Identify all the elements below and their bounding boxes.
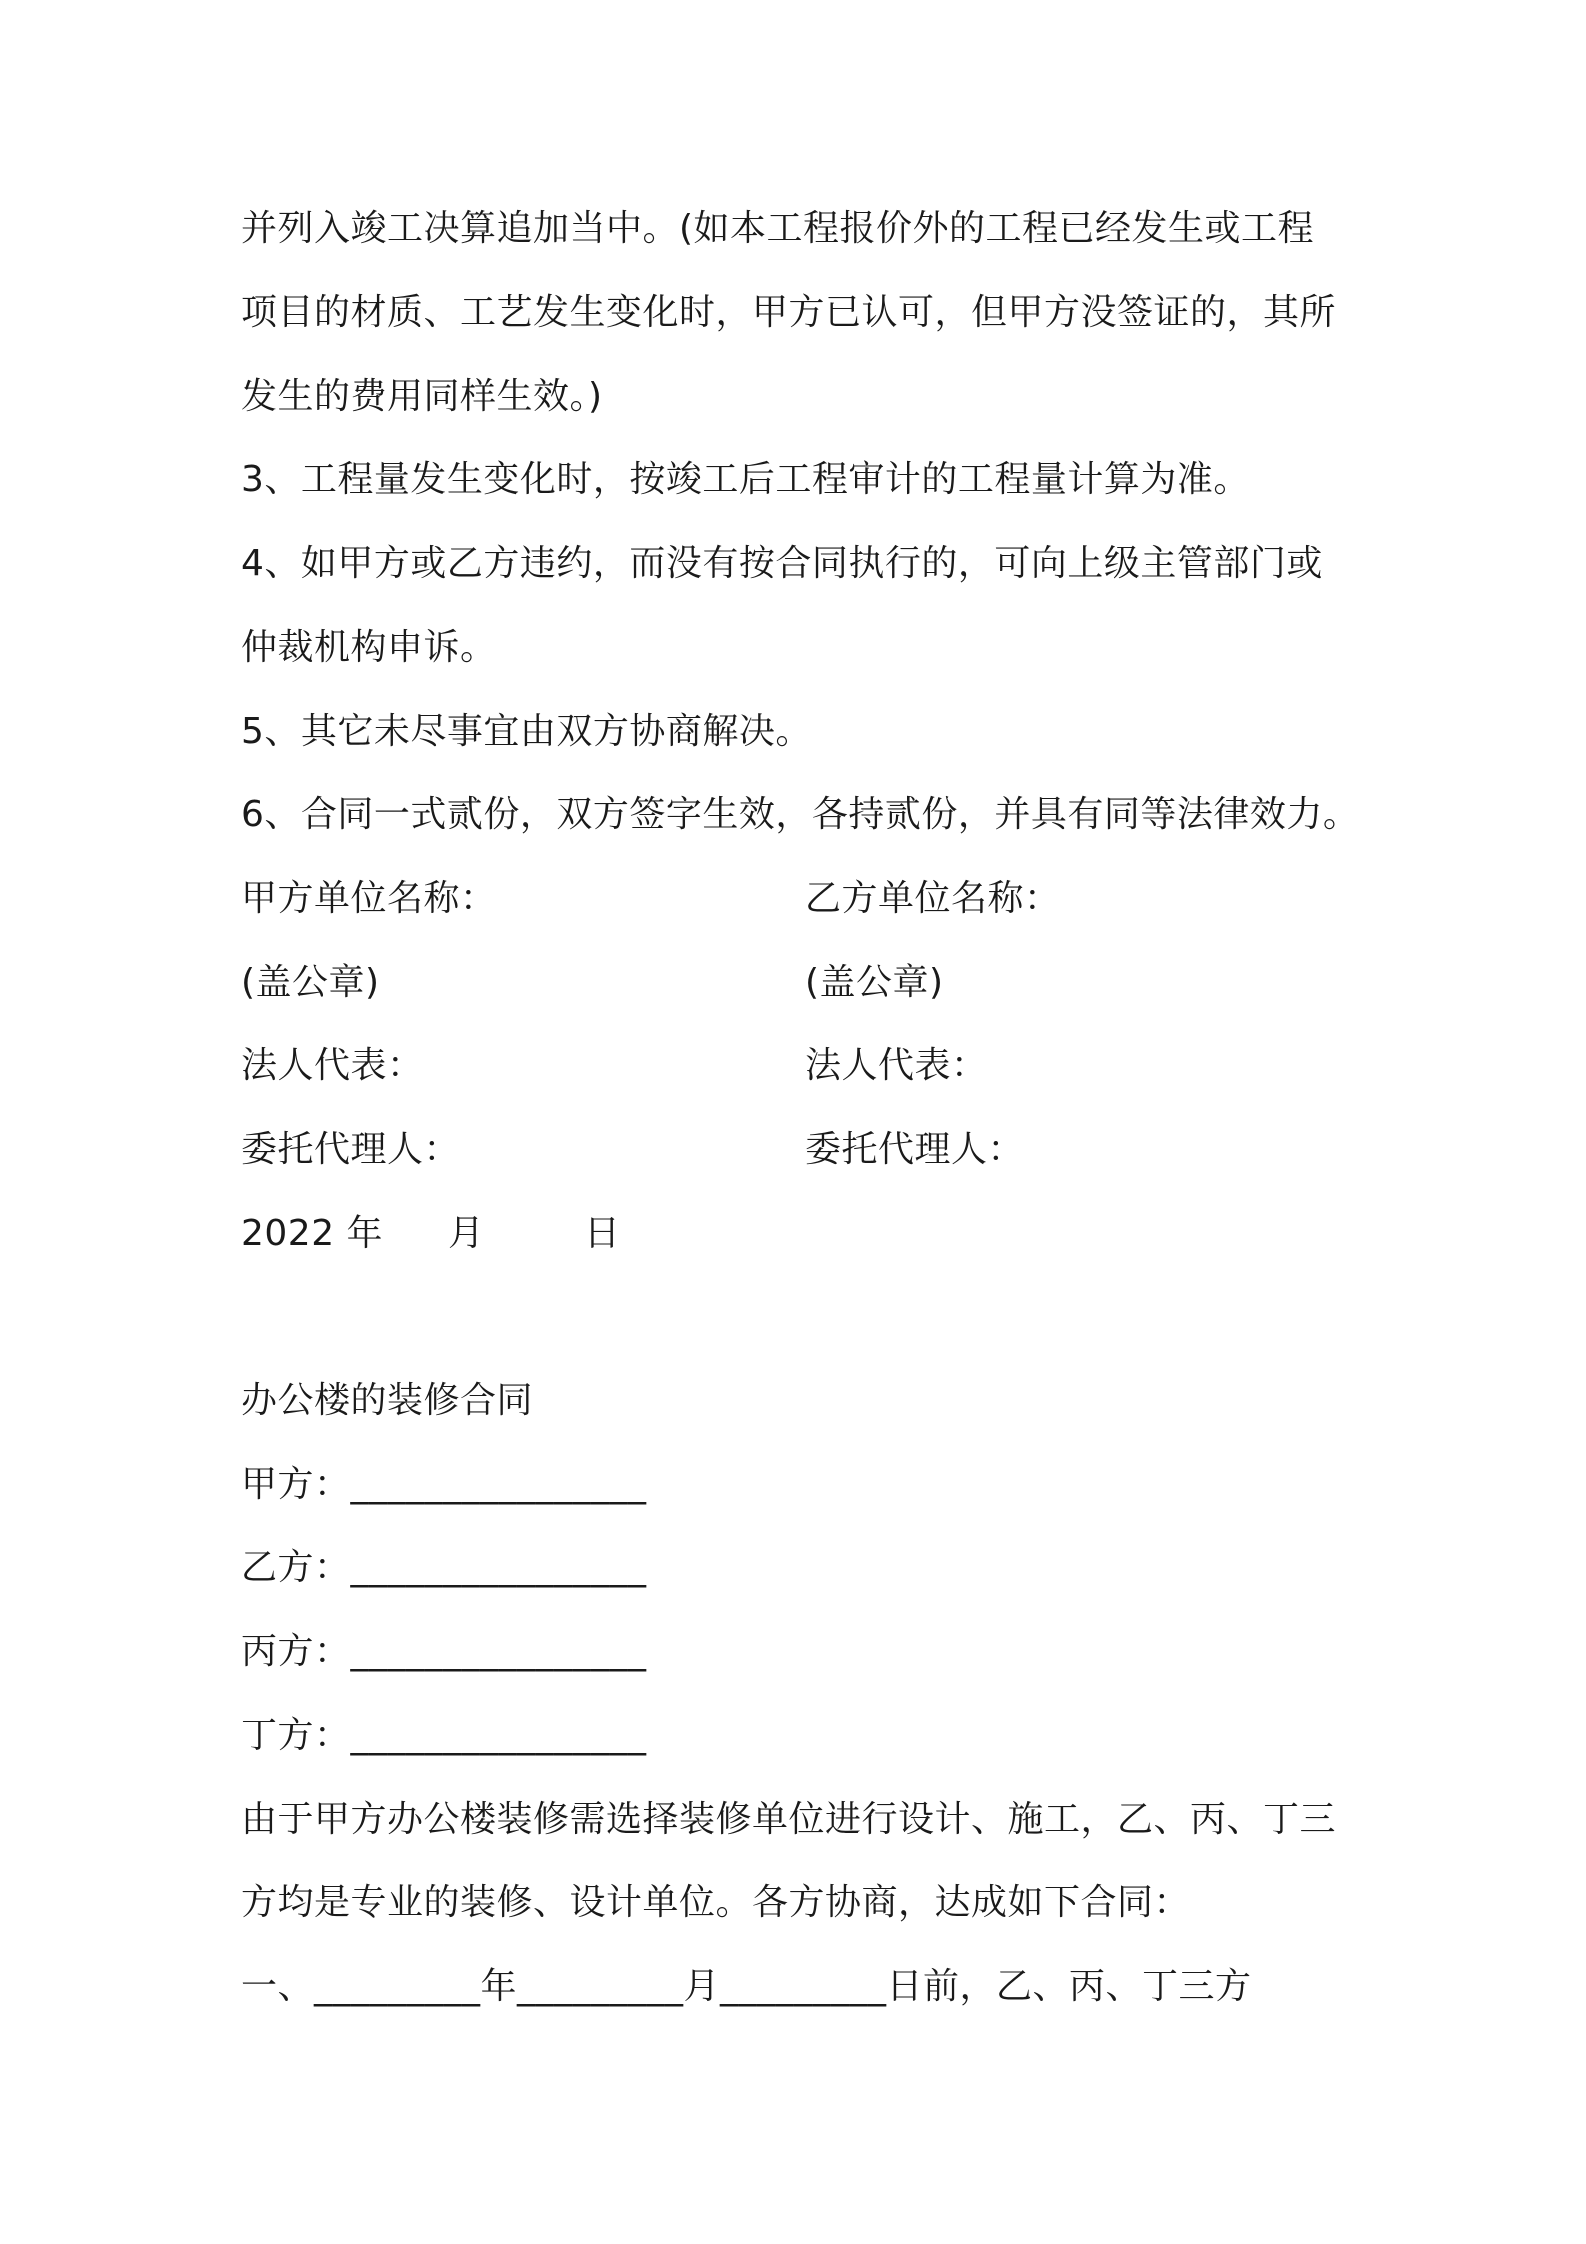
clause-6: 6、合同一式贰份，双方签字生效，各持贰份，并具有同等法律效力。 (241, 794, 1360, 835)
paragraph-line: 方均是专业的装修、设计单位。各方协商，达成如下合同： (241, 1882, 1191, 1923)
clause-5: 5、其它未尽事宜由双方协商解决。 (241, 711, 812, 752)
party-a-unit-name-label: 甲方单位名称： (241, 878, 497, 919)
party-a-agent-label: 委托代理人： (241, 1129, 461, 1170)
clause-4: 4、如甲方或乙方违约，而没有按合同执行的，可向上级主管部门或 (241, 543, 1323, 584)
date-month: 月 (448, 1213, 485, 1254)
party-line: 甲方：________________ (241, 1464, 647, 1505)
party-a-seal-label: (盖公章) (241, 962, 380, 1003)
paragraph-line: 一、_________年_________月_________日前，乙、丙、丁三方 (241, 1966, 1252, 2007)
party-line: 丁方：________________ (241, 1715, 647, 1756)
paragraph-line: 仲裁机构申诉。 (241, 627, 497, 668)
date-day: 日 (584, 1213, 621, 1254)
party-b-seal-label: (盖公章) (805, 962, 944, 1003)
party-line: 乙方：________________ (241, 1547, 647, 1588)
paragraph-line: 发生的费用同样生效。) (241, 376, 603, 417)
paragraph-line: 由于甲方办公楼装修需选择装修单位进行设计、施工，乙、丙、丁三 (241, 1799, 1337, 1840)
contract-title: 办公楼的装修合同 (241, 1380, 534, 1421)
date-year: 2022 年 (241, 1213, 384, 1254)
paragraph-line: 并列入竣工决算追加当中。(如本工程报价外的工程已经发生或工程 (241, 208, 1315, 249)
party-b-agent-label: 委托代理人： (805, 1129, 1025, 1170)
party-b-unit-name-label: 乙方单位名称： (805, 878, 1061, 919)
paragraph-line: 项目的材质、工艺发生变化时，甲方已认可，但甲方没签证的，其所 (241, 292, 1337, 333)
party-b-legal-rep-label: 法人代表： (805, 1045, 988, 1086)
party-line: 丙方：________________ (241, 1631, 647, 1672)
signing-date (241, 1210, 621, 1258)
party-a-legal-rep-label: 法人代表： (241, 1045, 424, 1086)
clause-3: 3、工程量发生变化时，按竣工后工程审计的工程量计算为准。 (241, 459, 1250, 500)
